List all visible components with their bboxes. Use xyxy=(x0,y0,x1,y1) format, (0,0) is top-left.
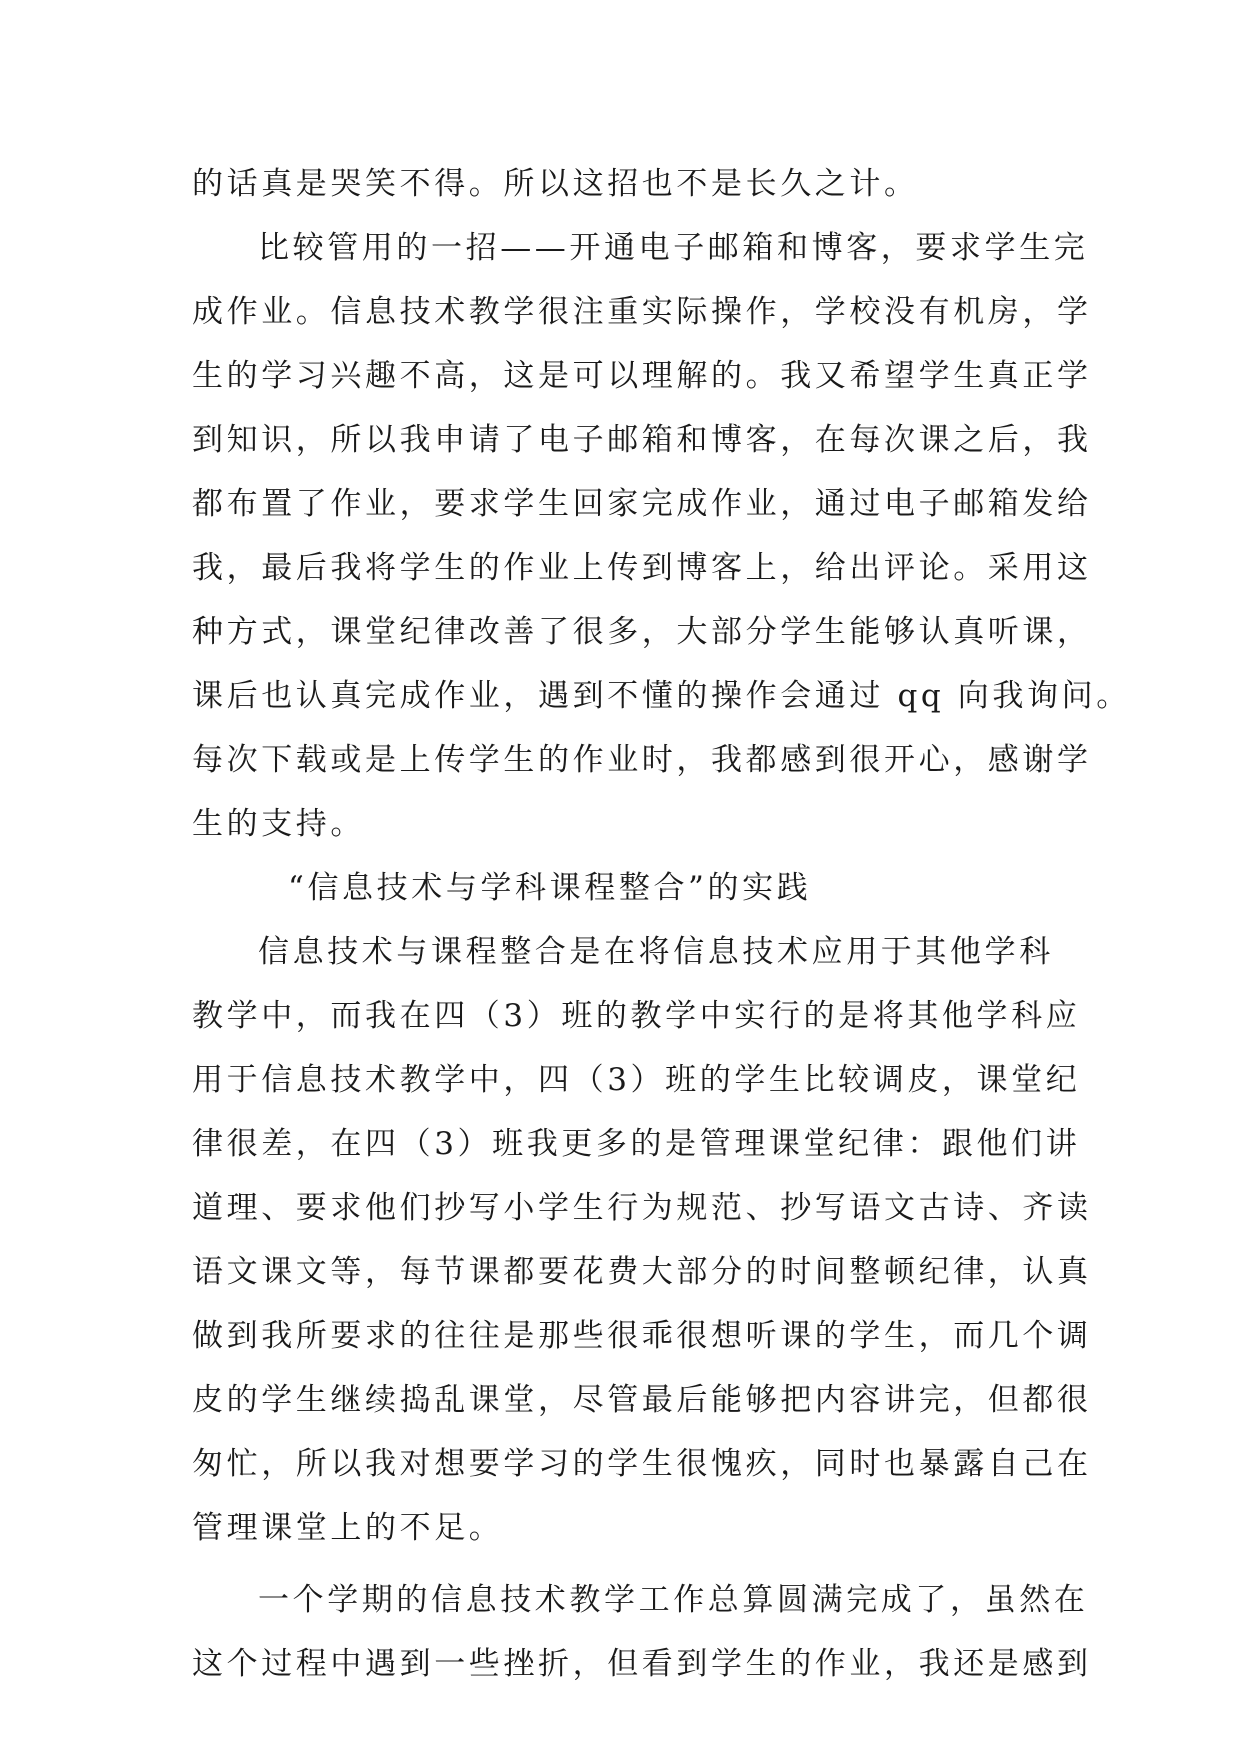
text-line: 管理课堂上的不足。 xyxy=(192,1510,504,1546)
text-line: 匆忙，所以我对想要学习的学生很愧疚，同时也暴露自己在 xyxy=(192,1446,1092,1482)
text-line: 皮的学生继续捣乱课堂，尽管最后能够把内容讲完，但都很 xyxy=(192,1382,1092,1418)
text-line: 到知识，所以我申请了电子邮箱和博客，在每次课之后，我 xyxy=(192,422,1092,458)
text-line: 律很差，在四（3）班我更多的是管理课堂纪律：跟他们讲 xyxy=(192,1126,1081,1162)
text-line: 用于信息技术教学中，四（3）班的学生比较调皮，课堂纪 xyxy=(192,1062,1081,1098)
text-line: 做到我所要求的往往是那些很乖很想听课的学生，而几个调 xyxy=(192,1318,1092,1354)
section-heading: “信息技术与学科课程整合”的实践 xyxy=(288,870,812,906)
text-line: 教学中，而我在四（3）班的教学中实行的是将其他学科应 xyxy=(192,998,1081,1034)
text-line: 语文课文等，每节课都要花费大部分的时间整顿纪律，认真 xyxy=(192,1254,1092,1290)
text-line: 生的支持。 xyxy=(192,806,365,842)
text-line: 的话真是哭笑不得。所以这招也不是长久之计。 xyxy=(192,166,919,202)
text-line: 课后也认真完成作业，遇到不懂的操作会通过 qq 向我询问。 xyxy=(192,678,1131,714)
text-line: 都布置了作业，要求学生回家完成作业，通过电子邮箱发给 xyxy=(192,486,1092,522)
text-line: 道理、要求他们抄写小学生行为规范、抄写语文古诗、齐读 xyxy=(192,1190,1092,1226)
text-line: 这个过程中遇到一些挫折，但看到学生的作业，我还是感到 xyxy=(192,1646,1092,1682)
text-line: 生的学习兴趣不高，这是可以理解的。我又希望学生真正学 xyxy=(192,358,1092,394)
paragraph-first-line: 信息技术与课程整合是在将信息技术应用于其他学科 xyxy=(258,934,1054,970)
body-text xyxy=(192,152,1131,1696)
paragraph-first-line: 一个学期的信息技术教学工作总算圆满完成了，虽然在 xyxy=(258,1582,1089,1618)
text-line: 成作业。信息技术教学很注重实际操作，学校没有机房，学 xyxy=(192,294,1092,330)
text-line: 我，最后我将学生的作业上传到博客上，给出评论。采用这 xyxy=(192,550,1092,586)
text-line: 每次下载或是上传学生的作业时，我都感到很开心，感谢学 xyxy=(192,742,1092,778)
text-line: 种方式，课堂纪律改善了很多，大部分学生能够认真听课， xyxy=(192,614,1092,650)
paragraph-first-line: 比较管用的一招——开通电子邮箱和博客，要求学生完 xyxy=(258,230,1089,266)
